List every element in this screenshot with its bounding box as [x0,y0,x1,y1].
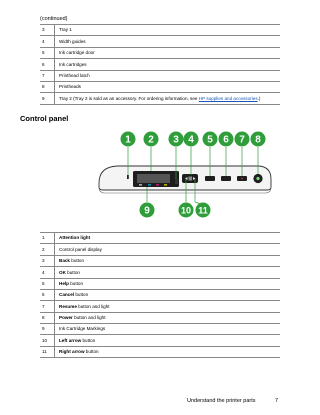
row-number: 4 [40,267,55,278]
ink-mark-3 [156,184,159,185]
table-row [40,267,280,278]
table-row [40,70,280,81]
row-text-rest: button [81,337,96,343]
row-text-bold: Help [59,280,69,286]
power-light [256,177,259,180]
table-row [40,25,280,36]
row-number: 7 [40,301,55,312]
row-text [55,312,281,323]
row-text-bold: Right arrow [59,349,85,355]
table-row [40,346,280,357]
row-text-rest: Ink Cartridge Markings [59,326,106,332]
ink-mark-4 [164,184,167,185]
table-row [40,324,280,335]
row-number: 1 [40,233,55,244]
callout-8 [251,132,266,147]
control-panel-figure [95,127,275,223]
table-row [40,47,280,58]
row-text-rest: button [74,292,89,298]
page-number: 7 [275,398,279,404]
back-button [175,179,178,184]
ink-mark-1 [139,184,142,185]
row-text: Ink cartridge door [55,47,281,58]
resume-light [241,178,243,180]
callout-5 [203,132,218,147]
callout-label: 11 [198,205,208,216]
supplies-link[interactable]: HP supplies and accessories [198,95,258,101]
row-text [55,255,281,266]
row-text [55,267,281,278]
row-text-bold: OK [59,269,66,275]
cancel-button [221,176,231,181]
footer-section-title: Understand the printer parts [187,398,256,404]
row-text: Tray 1 [55,25,281,36]
row-text-bold: Cancel [59,292,75,298]
row-text-after: .) [257,95,261,101]
row-text: Ink cartridges [55,59,281,70]
row-text [55,244,281,255]
table-row [40,312,280,323]
table-row [40,301,280,312]
row-number: 9 [40,324,55,335]
row-text: Printhead latch [55,70,281,81]
attention-light [127,175,129,179]
row-text [55,301,281,312]
row-text [55,346,281,357]
row-number: 10 [40,335,55,346]
callout-1 [121,132,136,147]
row-number: 7 [40,70,55,81]
row-text [55,289,281,300]
row-number: 6 [40,289,55,300]
ok-button [189,177,193,181]
row-text-rest: button [68,280,84,286]
callout-label: 6 [223,134,229,146]
row-text-rest: button and light [76,303,110,309]
table-row [40,289,280,300]
row-text-bold: Back [59,258,70,264]
row-text-rest: button [65,269,80,275]
row-text-bold: Power [59,315,73,321]
row-number: 11 [40,346,55,357]
row-text [55,324,281,335]
row-text [55,93,281,104]
table-row [40,255,280,266]
table-row [40,244,280,255]
section-title: Control panel [20,114,69,123]
ink-mark-2 [148,184,151,185]
callout-label: 7 [239,134,245,146]
row-text-before: Tray 2 (Tray 2 is sold as an accessory. For ordering information, see [59,95,199,101]
row-number: 8 [40,312,55,323]
table-row [40,81,280,92]
row-text [55,278,281,289]
callout-7 [235,132,250,147]
row-text-bold: Left arrow [59,337,82,343]
help-button [205,176,215,181]
callout-10 [179,203,194,218]
table-row [40,233,280,244]
table-row [40,93,280,104]
continued-label: (continued) [40,16,68,22]
parts-table [40,24,280,105]
callout-6 [219,132,234,147]
control-panel-table [40,232,280,358]
callout-2 [144,132,159,147]
row-number: 3 [40,255,55,266]
table-row [40,59,280,70]
row-text: Printheads [55,81,281,92]
callout-11 [196,203,211,218]
row-text-rest: Control panel display [59,246,102,252]
table-row [40,36,280,47]
row-text-rest: button [69,258,85,264]
row-number: 5 [40,47,55,58]
callout-label: 10 [180,205,192,216]
callout-11-leader [195,202,201,204]
row-text [55,335,281,346]
callout-label: 3 [173,134,179,146]
row-number: 6 [40,59,55,70]
callout-label: 8 [255,134,261,146]
table-row [40,335,280,346]
row-number: 9 [40,93,55,104]
row-text: Width guides [55,36,281,47]
callout-3 [169,132,184,147]
row-number: 2 [40,244,55,255]
row-text-bold: Resume [59,303,77,309]
row-text-rest: button [84,349,99,355]
callout-label: 4 [188,134,194,146]
control-panel-display [137,174,170,183]
row-number: 3 [40,25,55,36]
row-text [55,233,281,244]
row-text-rest: button and light [72,315,106,321]
table-row [40,278,280,289]
callout-label: 1 [125,134,131,146]
row-number: 8 [40,81,55,92]
callout-label: 9 [144,205,150,217]
callout-9 [140,203,155,218]
callout-4 [184,132,199,147]
row-number: 4 [40,36,55,47]
row-number: 5 [40,278,55,289]
callout-label: 5 [207,134,213,146]
row-text-bold: Attention light [59,235,91,241]
callout-label: 2 [148,134,154,146]
